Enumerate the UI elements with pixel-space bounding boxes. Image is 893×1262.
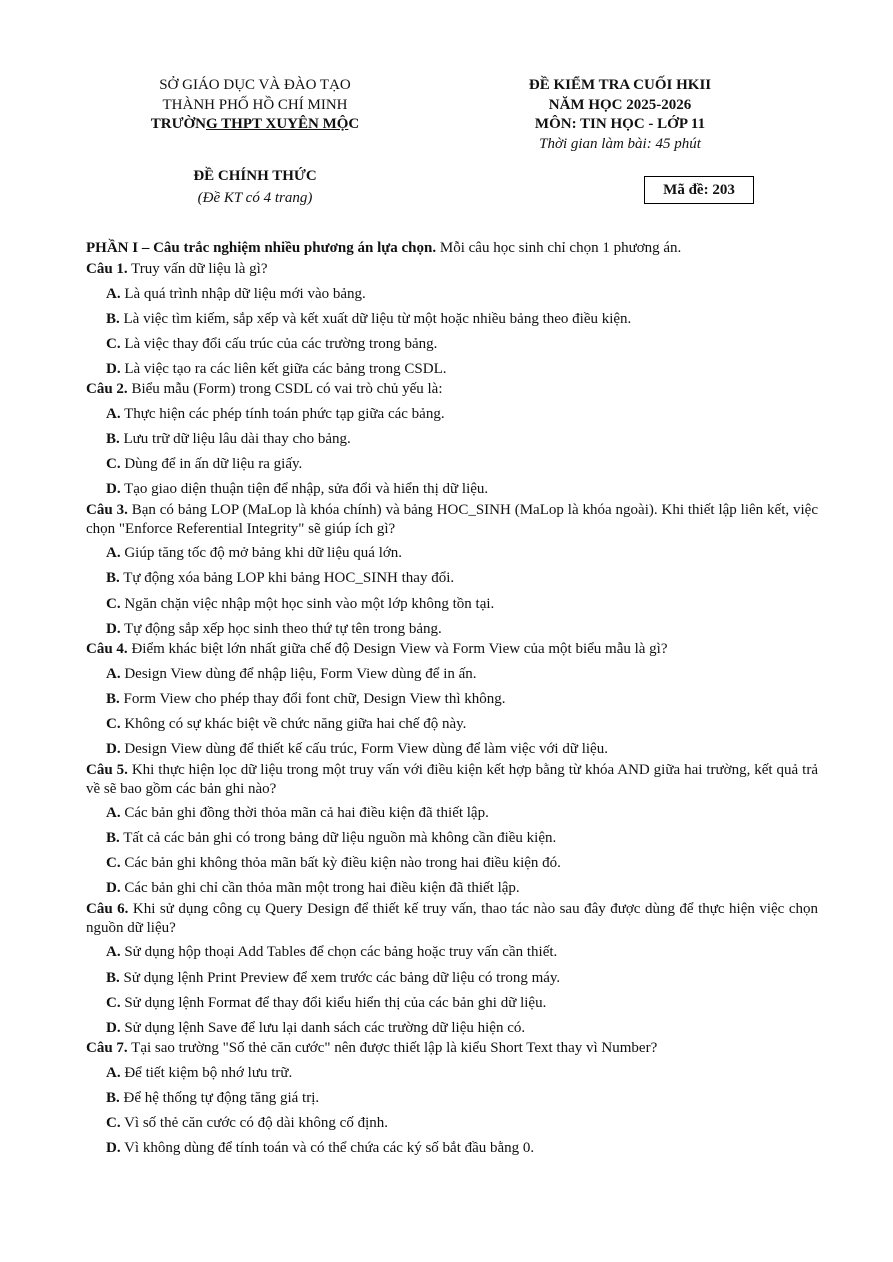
subject-line: MÔN: TIN HỌC - LỚP 11 [534,116,706,132]
answer-option [86,969,818,989]
answer-option [86,943,818,963]
question-text: Truy vấn dữ liệu là gì? [127,261,268,277]
exam-title: ĐỀ KIỂM TRA CUỐI HKII [528,77,712,93]
question-stem [86,260,818,279]
header-left [110,76,400,135]
question-text: Điểm khác biệt lớn nhất giữa chế độ Design View và Form View của một biểu mẫu là gì? [127,641,668,658]
option-letter: D. [106,360,121,377]
question-6 [86,900,818,1038]
question-3 [86,501,818,639]
question-label: Câu 6. [86,900,129,917]
question-stem [86,900,818,938]
option-text: Các bản ghi đồng thời thỏa mãn cả hai điều kiện đã thiết lập. [120,805,489,822]
school-year: NĂM HỌC 2025-2026 [548,96,692,113]
option-letter: C. [106,994,121,1011]
question-text: Khi thực hiện lọc dữ liệu trong một truy vấn với điều kiện kết hợp bằng từ khóa AND giữa hai trường, kết quả trả về sẽ bao gồm các bản ghi nào? [86,761,818,797]
option-text: Là quá trình nhập dữ liệu mới vào bảng. [120,285,366,302]
exam-content [86,238,818,1159]
option-text: Dùng để in ấn dữ liệu ra giấy. [120,456,303,473]
option-text: Vì số thẻ căn cước có độ dài không cố định. [120,1115,388,1132]
option-text: Tất cả các bản ghi có trong bảng dữ liệu nguồn mà không cần điều kiện. [119,830,557,847]
department-name: SỞ GIÁO DỤC VÀ ĐÀO TẠO [159,77,351,93]
option-text: Các bản ghi chỉ cần thỏa mãn một trong hai điều kiện đã thiết lập. [120,880,520,897]
exam-code-box: Mã đề: 203 [644,176,754,204]
answer-option [86,740,818,760]
option-text: Là việc tìm kiếm, sắp xếp và kết xuất dữ liệu từ một hoặc nhiều bảng theo điều kiện. [119,310,632,327]
question-label: Câu 4. [86,641,128,658]
question-label: Câu 1. [86,261,128,277]
option-text: Vì không dùng để tính toán và có thể chứa các ký số bắt đầu bằng 0. [120,1140,535,1157]
answer-option [86,310,818,330]
school-name: TRƯỜNG THPT XUYÊN MỘC [150,116,360,132]
option-text: Để hệ thống tự động tăng giá trị. [119,1089,320,1106]
answer-option [86,994,818,1014]
question-label: Câu 5. [86,761,128,778]
question-7 [86,1039,818,1158]
option-letter: A. [106,405,121,422]
answer-option [86,804,818,824]
answer-option [86,480,818,500]
answer-option [86,1019,818,1039]
header-right [470,76,770,154]
answer-option [86,569,818,589]
question-text: Biểu mẫu (Form) trong CSDL có vai trò chủ yếu là: [127,381,443,398]
question-5 [86,761,818,899]
answer-option [86,595,818,615]
option-letter: A. [106,805,121,822]
option-text: Tự động sắp xếp học sinh theo thứ tự tên trong bảng. [120,620,442,637]
option-letter: D. [106,1019,121,1036]
option-letter: D. [106,1140,121,1157]
option-letter: B. [106,570,120,587]
option-text: Tạo giao diện thuận tiện để nhập, sửa đổi và hiển thị dữ liệu. [120,481,489,498]
option-letter: B. [106,1089,120,1106]
question-stem [86,1039,818,1058]
city-name: THÀNH PHỐ HỒ CHÍ MINH [162,96,348,113]
answer-option [86,544,818,564]
answer-option [86,665,818,685]
question-list [86,260,818,1159]
option-text: Sử dụng lệnh Format để thay đổi kiểu hiển thị của các bản ghi dữ liệu. [120,994,547,1011]
official-block [140,165,370,209]
option-text: Design View dùng để nhập liệu, Form View dùng để in ấn. [120,665,477,682]
option-letter: B. [106,830,120,847]
option-text: Lưu trữ dữ liệu lâu dài thay cho bảng. [119,431,351,448]
option-letter: C. [106,595,121,612]
question-text: Bạn có bảng LOP (MaLop là khóa chính) và bảng HOC_SINH (MaLop là khóa ngoài). Khi thiết lập liên kết, việc chọn "Enforce Referential Integrity" sẽ giúp ích gì? [86,501,818,537]
question-2 [86,380,818,499]
answer-option [86,285,818,305]
question-stem [86,380,818,399]
question-stem [86,761,818,799]
option-letter: C. [106,855,121,872]
question-text: Khi sử dụng công cụ Query Design để thiết kế truy vấn, thao tác nào sau đây được dùng để thực hiện việc chọn nguồn dữ liệu? [86,900,818,936]
option-letter: A. [106,1064,121,1081]
answer-option [86,360,818,380]
option-text: Form View cho phép thay đổi font chữ, Design View thì không. [119,690,506,707]
answer-option [86,335,818,355]
answer-option [86,854,818,874]
answer-option [86,1139,818,1159]
answer-option [86,690,818,710]
option-text: Không có sự khác biệt về chức năng giữa hai chế độ này. [120,715,467,732]
option-letter: D. [106,880,121,897]
option-letter: C. [106,1115,121,1132]
part-title: PHẦN I – Câu trắc nghiệm nhiều phương án lựa chọn. Mỗi câu học sinh chỉ chọn 1 phương án. [86,240,682,256]
answer-option [86,455,818,475]
option-text: Các bản ghi không thỏa mãn bất kỳ điều kiện nào trong hai điều kiện đó. [120,855,561,872]
option-letter: D. [106,481,121,498]
answer-option [86,620,818,640]
answer-option [86,879,818,899]
answer-option [86,405,818,425]
answer-option [86,430,818,450]
option-letter: B. [106,310,120,327]
option-letter: A. [106,944,121,961]
answer-option [86,1089,818,1109]
option-letter: B. [106,969,120,986]
question-4 [86,640,818,759]
question-label: Câu 7. [86,1040,128,1057]
option-text: Là việc thay đổi cấu trúc của các trường trong bảng. [120,335,438,352]
option-letter: B. [106,690,120,707]
option-letter: A. [106,665,121,682]
option-text: Giúp tăng tốc độ mở bảng khi dữ liệu quá lớn. [120,545,403,562]
option-text: Sử dụng hộp thoại Add Tables để chọn các bảng hoặc truy vấn cần thiết. [120,944,558,961]
option-letter: D. [106,741,121,757]
option-letter: B. [106,431,120,448]
option-text: Là việc tạo ra các liên kết giữa các bảng trong CSDL. [120,360,447,377]
question-text: Tại sao trường "Số thẻ căn cước" nên được thiết lập là kiểu Short Text thay vì Number? [127,1040,658,1057]
question-label: Câu 3. [86,501,128,518]
option-text: Design View dùng để thiết kế cấu trúc, Form View dùng để làm việc với dữ liệu. [120,741,608,757]
option-letter: C. [106,715,121,732]
option-text: Thực hiện các phép tính toán phức tạp giữa các bảng. [120,405,445,422]
option-letter: A. [106,545,121,562]
option-letter: C. [106,335,121,352]
time-limit: Thời gian làm bài: 45 phút [539,135,701,152]
option-text: Sử dụng lệnh Print Preview để xem trước các bảng dữ liệu có trong máy. [119,969,561,986]
answer-option [86,1064,818,1084]
option-text: Ngăn chặn việc nhập một học sinh vào một lớp không tồn tại. [120,595,495,612]
official-label: ĐỀ CHÍNH THỨC [193,168,317,184]
option-text: Tự động xóa bảng LOP khi bảng HOC_SINH thay đổi. [119,570,455,587]
option-letter: D. [106,620,121,637]
option-letter: C. [106,456,121,473]
question-stem [86,640,818,659]
question-stem [86,501,818,539]
answer-option [86,829,818,849]
question-label: Câu 2. [86,381,128,398]
option-text: Để tiết kiệm bộ nhớ lưu trữ. [120,1064,293,1081]
option-letter: A. [106,285,121,302]
option-text: Sử dụng lệnh Save để lưu lại danh sách các trường dữ liệu hiện có. [120,1019,526,1036]
answer-option [86,715,818,735]
answer-option [86,1114,818,1134]
pages-note: (Đề KT có 4 trang) [197,190,313,206]
question-1 [86,260,818,379]
